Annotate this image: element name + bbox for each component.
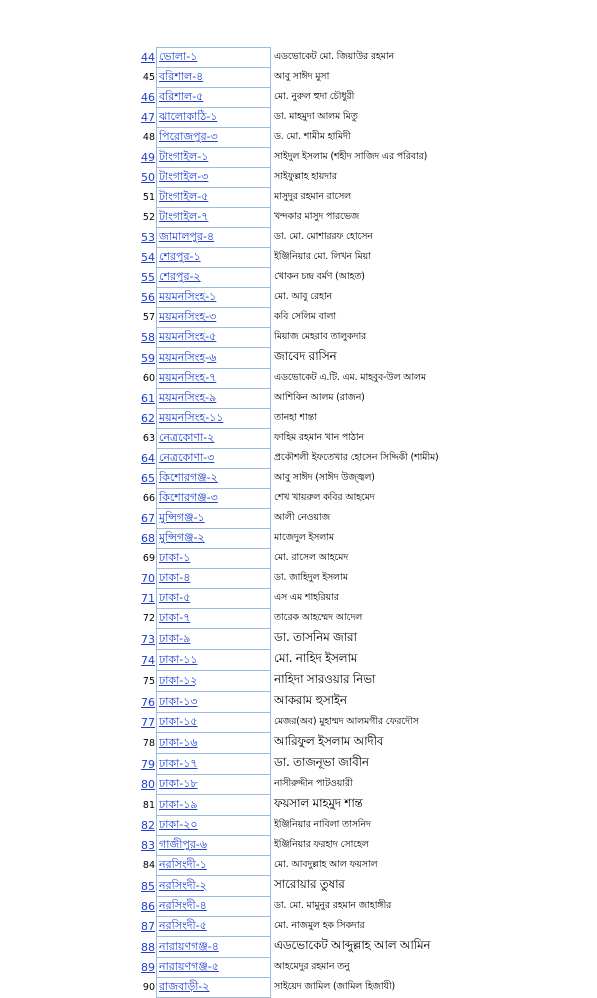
constituency-link[interactable]: পিরোজপুর-৩ xyxy=(157,128,271,148)
constituency-link[interactable]: ঢাকা-১ xyxy=(157,549,271,569)
row-number-link[interactable]: 80 xyxy=(141,778,155,791)
table-row xyxy=(138,409,475,429)
candidate-name: ডা. মো. মামুনুর রহমান জাহাঙ্গীর xyxy=(271,897,475,917)
candidate-name: সাইয়েদ জামিল (জামিল হিজাযী) xyxy=(271,978,475,998)
table-row xyxy=(138,569,475,589)
row-number-link[interactable]: 58 xyxy=(141,331,155,344)
row-number-link[interactable]: 87 xyxy=(141,920,155,933)
table-row xyxy=(138,713,475,733)
constituency-link[interactable]: টাংগাইল-৩ xyxy=(157,168,271,188)
table-row xyxy=(138,128,475,148)
table-row xyxy=(138,469,475,489)
row-number-link[interactable]: 62 xyxy=(141,412,155,425)
table-row xyxy=(138,836,475,856)
row-number: 63 xyxy=(142,433,155,444)
row-number-link[interactable]: 59 xyxy=(141,351,155,365)
table-row xyxy=(138,108,475,128)
row-number-link[interactable]: 61 xyxy=(141,392,155,405)
row-number-link[interactable]: 74 xyxy=(141,653,155,667)
constituency-link[interactable]: ঝালোকাঠি-১ xyxy=(157,108,271,128)
candidate-name: তানহা শান্তা xyxy=(271,409,475,429)
candidate-name: ইঞ্জিনিয়ার ফরহাদ সোহেল xyxy=(271,836,475,856)
candidate-name: আলী নেওয়াজ xyxy=(271,509,475,529)
table-row xyxy=(138,168,475,188)
row-number: 51 xyxy=(142,192,155,203)
candidate-name: আবু সাঈদ মুসা xyxy=(271,68,475,88)
candidate-name: সারোয়ার তুষার xyxy=(271,876,475,897)
constituency-link[interactable]: ঢাকা-১৮ xyxy=(157,775,271,795)
table-row xyxy=(138,589,475,609)
constituency-link[interactable]: নরসিংদী-৪ xyxy=(157,897,271,917)
constituency-link[interactable]: বরিশাল-৫ xyxy=(157,88,271,108)
table-row xyxy=(138,288,475,308)
row-number: 66 xyxy=(142,493,155,504)
row-number-link[interactable]: 88 xyxy=(141,940,155,954)
constituency-link[interactable]: গাজীপুর-৬ xyxy=(157,836,271,856)
row-number-link[interactable]: 77 xyxy=(141,716,155,729)
table-row xyxy=(138,937,475,958)
candidate-name: মাজেদুল ইসলাম xyxy=(271,529,475,549)
row-number: 60 xyxy=(142,373,155,384)
row-number-link[interactable]: 67 xyxy=(141,512,155,525)
table-row xyxy=(138,449,475,469)
row-number-link[interactable]: 85 xyxy=(141,879,155,893)
row-number-link[interactable]: 73 xyxy=(141,632,155,646)
table-row xyxy=(138,188,475,208)
constituency-link[interactable]: ঢাকা-১৫ xyxy=(157,713,271,733)
candidate-name: মো. নুরুল হুদা চৌধুরী xyxy=(271,88,475,108)
candidate-name: ডা. মাহমুদা আলম মিতু xyxy=(271,108,475,128)
candidate-name: ডা. মো. মোশাররফ হোসেন xyxy=(271,228,475,248)
table-row xyxy=(138,228,475,248)
constituency-link[interactable]: মুন্সিগঞ্জ-১ xyxy=(157,509,271,529)
candidate-name: ডা. তাজনূভা জাবীন xyxy=(271,754,475,775)
row-number: 72 xyxy=(142,613,155,624)
row-number: 81 xyxy=(142,799,155,811)
constituency-link[interactable]: ময়মনসিংহ-৬ xyxy=(157,348,271,369)
candidate-name: নাহিদা সারওয়ার নিভা xyxy=(271,671,475,692)
row-number-link[interactable]: 53 xyxy=(141,231,155,244)
row-number-link[interactable]: 64 xyxy=(141,452,155,465)
constituency-link[interactable]: ভোলা-১ xyxy=(157,48,271,68)
constituency-link[interactable]: ময়মনসিংহ-১১ xyxy=(157,409,271,429)
row-number-link[interactable]: 68 xyxy=(141,532,155,545)
row-number-link[interactable]: 55 xyxy=(141,271,155,284)
candidate-name: মো. নাজমুল হক সিকদার xyxy=(271,917,475,937)
candidate-name: আহমেদুর রহমান তনু xyxy=(271,958,475,978)
row-number: 57 xyxy=(142,312,155,323)
candidate-name: সাইফুল্লাহ হায়দার xyxy=(271,168,475,188)
candidate-name: জাবেদ রাসিন xyxy=(271,348,475,369)
row-number: 90 xyxy=(142,982,155,993)
constituency-link[interactable]: কিশোরগঞ্জ-৩ xyxy=(157,489,271,509)
candidate-name: মো. আবু রেহান xyxy=(271,288,475,308)
candidate-name: এস এম শাহরিয়ার xyxy=(271,589,475,609)
constituency-link[interactable]: নেত্রকোণা-৩ xyxy=(157,449,271,469)
row-number-link[interactable]: 82 xyxy=(141,819,155,832)
constituency-link[interactable]: মুন্সিগঞ্জ-২ xyxy=(157,529,271,549)
candidate-name: ফয়সাল মাহমুদ শান্ত xyxy=(271,795,475,816)
candidate-name: নাসীরুদ্দীন পাটওয়ারী xyxy=(271,775,475,795)
row-number: 45 xyxy=(142,72,155,83)
row-number-link[interactable]: 89 xyxy=(141,961,155,974)
candidate-name: ইঞ্জিনিয়ার নাবিলা তাসনিদ xyxy=(271,816,475,836)
table-row xyxy=(138,248,475,268)
constituency-link[interactable]: ঢাকা-৫ xyxy=(157,589,271,609)
table-row xyxy=(138,369,475,389)
constituency-link[interactable]: ঢাকা-১৩ xyxy=(157,692,271,713)
candidate-name: সাইদুল ইসলাম (শহীদ সাজিদ এর পরিবার) xyxy=(271,148,475,168)
table-row xyxy=(138,650,475,671)
row-number-link[interactable]: 83 xyxy=(141,839,155,852)
row-number: 78 xyxy=(142,737,155,749)
constituency-link[interactable]: জামালপুর-৪ xyxy=(157,228,271,248)
table-row xyxy=(138,876,475,897)
constituency-link[interactable]: নারায়ণগঞ্জ-৪ xyxy=(157,937,271,958)
row-number-link[interactable]: 70 xyxy=(141,572,155,585)
row-number-link[interactable]: 46 xyxy=(141,91,155,104)
constituency-link[interactable]: ঢাকা-১৬ xyxy=(157,733,271,754)
candidate-name: শেখ খায়রুল কবির আহমেদ xyxy=(271,489,475,509)
table-row xyxy=(138,208,475,228)
table-row xyxy=(138,529,475,549)
table-row xyxy=(138,609,475,629)
candidate-name: ডা. তাসনিম জারা xyxy=(271,629,475,650)
table-row xyxy=(138,509,475,529)
table-row xyxy=(138,489,475,509)
candidate-name: মেজর(অব) মুহাম্মদ আলমগীর ফেরদৌস xyxy=(271,713,475,733)
candidate-name: খন্দকার মাসুদ পারভেজ xyxy=(271,208,475,228)
table-row xyxy=(138,68,475,88)
table-row xyxy=(138,856,475,876)
table-row xyxy=(138,629,475,650)
constituency-link[interactable]: নরসিংদী-৫ xyxy=(157,917,271,937)
constituency-link[interactable]: নরসিংদী-২ xyxy=(157,876,271,897)
row-number-link[interactable]: 56 xyxy=(141,291,155,304)
row-number-link[interactable]: 86 xyxy=(141,900,155,913)
candidate-name: আকরাম হুসাইন xyxy=(271,692,475,713)
row-number-link[interactable]: 79 xyxy=(141,757,155,771)
row-number-link[interactable]: 65 xyxy=(141,472,155,485)
constituency-link[interactable]: ময়মনসিংহ-৫ xyxy=(157,328,271,348)
constituency-link[interactable]: শেরপুর-২ xyxy=(157,268,271,288)
candidate-name: মো. নাহিদ ইসলাম xyxy=(271,650,475,671)
constituency-link[interactable]: টাংগাইল-১ xyxy=(157,148,271,168)
table-row xyxy=(138,328,475,348)
table-row xyxy=(138,348,475,369)
candidate-name: ইঞ্জিনিয়ার মো. লিখন মিয়া xyxy=(271,248,475,268)
table-row xyxy=(138,733,475,754)
constituency-link[interactable]: কিশোরগঞ্জ-২ xyxy=(157,469,271,489)
candidate-name: আশিকিন আলম (রাজন) xyxy=(271,389,475,409)
constituency-link[interactable]: ময়মনসিংহ-৩ xyxy=(157,308,271,328)
constituency-link[interactable]: শেরপুর-১ xyxy=(157,248,271,268)
candidate-name: এডভোকেট মো. জিয়াউর রহমান xyxy=(271,48,475,68)
candidate-name: মো. রাসেল আহমেদ xyxy=(271,549,475,569)
constituency-link[interactable]: ঢাকা-১৭ xyxy=(157,754,271,775)
candidate-name: প্রকৌশলী ইফতেখার হোসেন সিদ্দিকী (শামীম) xyxy=(271,449,475,469)
candidate-name: ডা. জাহিদুল ইসলাম xyxy=(271,569,475,589)
table-row xyxy=(138,671,475,692)
table-row xyxy=(138,389,475,409)
constituency-link[interactable]: বরিশাল-৪ xyxy=(157,68,271,88)
constituency-link[interactable]: নরসিংদী-১ xyxy=(157,856,271,876)
row-number-link[interactable]: 50 xyxy=(141,171,155,184)
candidate-name: মিয়াজ মেহরাব তালুকদার xyxy=(271,328,475,348)
table-row xyxy=(138,549,475,569)
table-row xyxy=(138,816,475,836)
constituency-link[interactable]: ঢাকা-৯ xyxy=(157,629,271,650)
constituency-link[interactable]: ঢাকা-৪ xyxy=(157,569,271,589)
candidate-name: মাসুদুর রহমান রাসেল xyxy=(271,188,475,208)
table-row xyxy=(138,48,475,68)
candidate-name: ড. মো. শামীম হামিদী xyxy=(271,128,475,148)
table-row xyxy=(138,429,475,449)
table-row xyxy=(138,978,475,998)
table-row xyxy=(138,775,475,795)
row-number: 69 xyxy=(142,553,155,564)
row-number-link[interactable]: 47 xyxy=(141,111,155,124)
candidate-name: এডভোকেট আব্দুল্লাহ আল আমিন xyxy=(271,937,475,958)
constituency-link[interactable]: ময়মনসিংহ-৯ xyxy=(157,389,271,409)
row-number-link[interactable]: 71 xyxy=(141,592,155,605)
constituency-link[interactable]: টাংগাইল-৭ xyxy=(157,208,271,228)
candidate-name: ফাহিম রহমান খান পাঠান xyxy=(271,429,475,449)
table-row xyxy=(138,308,475,328)
constituency-link[interactable]: রাজবাড়ী-২ xyxy=(157,978,271,998)
table-row xyxy=(138,897,475,917)
candidate-name: আবু সাঈদ (সাঈদ উজ্জ্বল) xyxy=(271,469,475,489)
candidate-name: খোকন চন্দ্র বর্মণ (আহত) xyxy=(271,268,475,288)
constituency-link[interactable]: ঢাকা-১৯ xyxy=(157,795,271,816)
table-row xyxy=(138,917,475,937)
row-number-link[interactable]: 49 xyxy=(141,151,155,164)
constituency-link[interactable]: নেত্রকোণা-২ xyxy=(157,429,271,449)
table-row xyxy=(138,148,475,168)
table-row xyxy=(138,795,475,816)
constituency-link[interactable]: ঢাকা-১১ xyxy=(157,650,271,671)
constituency-link[interactable]: টাংগাইল-৫ xyxy=(157,188,271,208)
candidate-name: মো. আবদুল্লাহ আল ফয়সাল xyxy=(271,856,475,876)
candidate-name: এডভোকেট এ.টি. এম. মাহবুব-উল আলম xyxy=(271,369,475,389)
row-number: 52 xyxy=(142,212,155,223)
constituency-link[interactable]: নারায়ণগঞ্জ-৫ xyxy=(157,958,271,978)
row-number-link[interactable]: 76 xyxy=(141,695,155,709)
candidate-name: কবি সেলিম বালা xyxy=(271,308,475,328)
candidate-name: আরিফুল ইসলাম আদীব xyxy=(271,733,475,754)
candidate-name: তারেক আহম্মেদ আদেল xyxy=(271,609,475,629)
table-row xyxy=(138,754,475,775)
constituency-link[interactable]: ঢাকা-১২ xyxy=(157,671,271,692)
candidate-table-body xyxy=(138,48,475,998)
row-number-link[interactable]: 54 xyxy=(141,251,155,264)
table-row xyxy=(138,268,475,288)
row-number: 84 xyxy=(142,860,155,871)
table-row xyxy=(138,88,475,108)
constituency-link[interactable]: ঢাকা-২০ xyxy=(157,816,271,836)
constituency-link[interactable]: ঢাকা-৭ xyxy=(157,609,271,629)
candidate-table xyxy=(138,47,475,998)
row-number-link[interactable]: 44 xyxy=(141,51,155,64)
row-number: 48 xyxy=(142,132,155,143)
row-number: 75 xyxy=(142,675,155,687)
table-row xyxy=(138,692,475,713)
constituency-link[interactable]: ময়মনসিংহ-১ xyxy=(157,288,271,308)
constituency-link[interactable]: ময়মনসিংহ-৭ xyxy=(157,369,271,389)
table-row xyxy=(138,958,475,978)
